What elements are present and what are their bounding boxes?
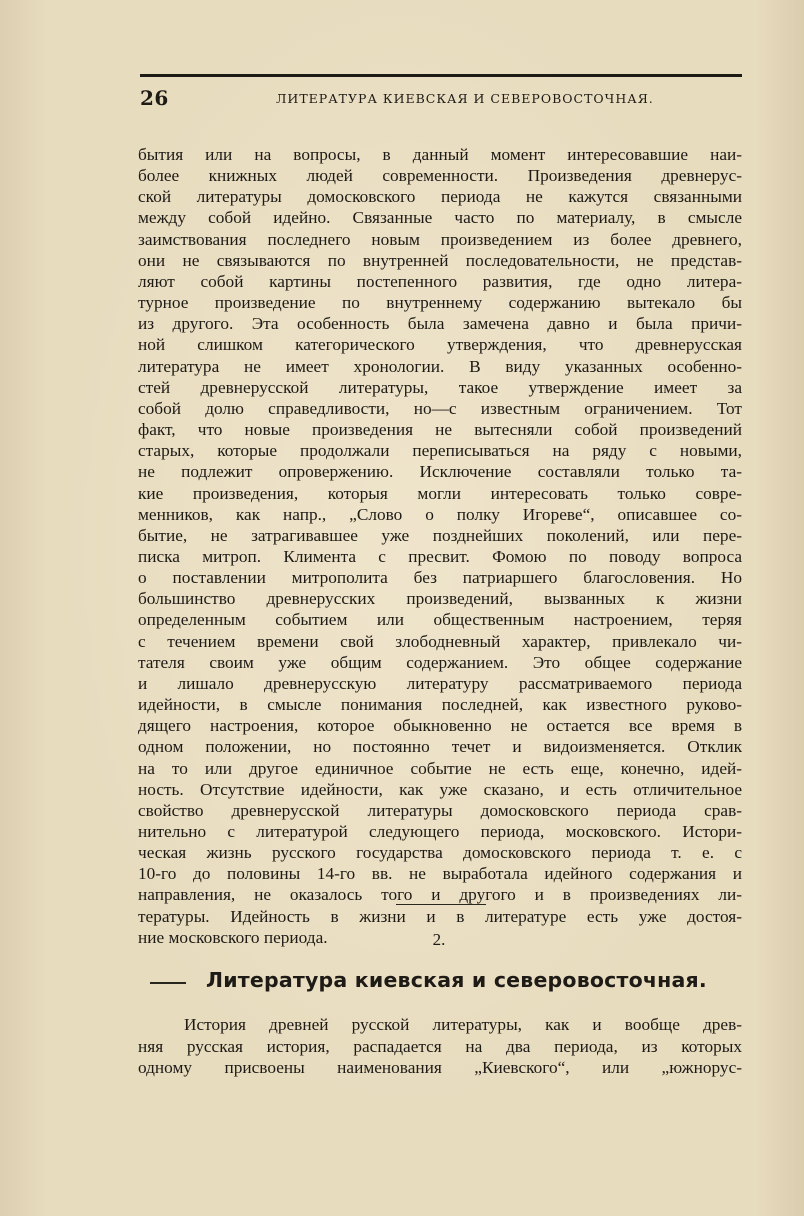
text-line: заимствования последнего новым произведением из более древнего, <box>138 229 742 249</box>
text-line: одному присвоены наименования „Киевского“, или „южнорус- <box>138 1058 742 1077</box>
section-number: 2. <box>432 930 446 949</box>
text-line: ческая жизнь русского государства домосковского периода т. е. с <box>138 843 742 863</box>
text-line: ность. Отсутствие идейности, как уже сказано, и есть отличительное <box>138 779 742 799</box>
text-line: менников, как напр., „Слово о полку Игореве“, описавшее со- <box>138 504 742 524</box>
text-line: бытия или на вопросы, в данный момент интересовавшие наи- <box>138 145 742 164</box>
text-line: определенным событием или общественным настроением, теряя <box>138 610 742 630</box>
text-line: няя русская история, распадается на два периода, из которых <box>138 1036 742 1056</box>
text-line: более книжных людей современности. Произведения древнерус- <box>138 166 742 186</box>
text-line: тературы. Идейность в жизни и в литературе есть уже достоя- <box>138 906 742 926</box>
text-line: не подлежит опровержению. Исключение составляли только та- <box>138 462 742 482</box>
text-line: собой долю справедливости, но—с известным ограничением. Тот <box>138 398 742 418</box>
page-number: 26 <box>140 86 169 110</box>
text-line: на то или другое единичное событие не есть еще, конечно, идей- <box>138 758 742 778</box>
text-line: дящего настроения, которое обыкновенно не остается все время в <box>138 716 742 736</box>
section-heading <box>150 968 750 1002</box>
text-line: ляют собой картины постепенного развития, где одно литера- <box>138 271 742 291</box>
text-line: идейности, в смысле понимания последней, как известного руково- <box>138 695 742 715</box>
heading-dash <box>150 982 186 984</box>
section-title: Литература киевская и северовосточная. <box>206 968 707 992</box>
text-line: одном положении, но постоянно течет и видоизменяется. Отклик <box>138 737 742 757</box>
text-line: бытие, не затрагивавшее уже позднейших поколений, или пере- <box>138 525 742 545</box>
text-line: направления, не оказалось того и другого и в произведениях ли- <box>138 885 742 905</box>
text-line: 10-го до половины 14-го вв. не выработала идейного содержания и <box>138 864 742 884</box>
text-line: старых, которые продолжали переписываться на ряду с новыми, <box>138 441 742 461</box>
text-line: кие произведения, которыя могли интересовать только совре- <box>138 483 742 503</box>
text-line: литература не имеет хронологии. В виду указанных особенно- <box>138 356 742 376</box>
text-line: они не связываются по внутренней последовательности, не представ- <box>138 250 742 270</box>
text-line: с течением времени свой злободневный характер, привлекало чи- <box>138 631 742 651</box>
next-paragraph <box>138 1014 742 1079</box>
text-line: из другого. Эта особенность была замечена давно и была причи- <box>138 314 742 334</box>
section-separator <box>396 904 486 905</box>
text-line: между собой идейно. Связанные часто по материалу, в смысле <box>138 208 742 228</box>
text-line: большинство древнерусских произведений, вызванных к жизни <box>138 589 742 609</box>
running-title: ЛИТЕРАТУРА КИЕВСКАЯ И СЕВЕРОВОСТОЧНАЯ. <box>276 91 654 106</box>
text-line: свойство древнерусской литературы домосковского периода срав- <box>138 800 742 820</box>
text-line: писка митроп. Климента с пресвит. Фомою по поводу вопроса <box>138 546 742 566</box>
page-header <box>140 86 742 112</box>
text-line: ской литературы домосковского периода не кажутся связанными <box>138 187 742 207</box>
main-paragraph <box>138 144 742 948</box>
text-line: стей древнерусской литературы, такое утверждение имеет за <box>138 377 742 397</box>
text-line: История древней русской литературы, как и вообще древ- <box>184 1015 742 1034</box>
text-line: тателя своим уже общим содержанием. Это общее содержание <box>138 652 742 672</box>
header-rule <box>140 74 742 77</box>
text-line: ние московского периода. <box>138 927 328 947</box>
text-line: ной слишком категорического утверждения, что древнерусская <box>138 335 742 355</box>
text-line: и лишало древнерусскую литературу рассматриваемого периода <box>138 673 742 693</box>
text-line: нительно с литературой следующего периода, московского. Истори- <box>138 822 742 841</box>
text-line: о поставлении митрополита без патриаршего благословения. Но <box>138 568 742 588</box>
text-line: турное произведение по внутреннему содержанию вытекало бы <box>138 293 742 313</box>
text-line: факт, что новые произведения не вытесняли собой произведений <box>138 420 742 440</box>
